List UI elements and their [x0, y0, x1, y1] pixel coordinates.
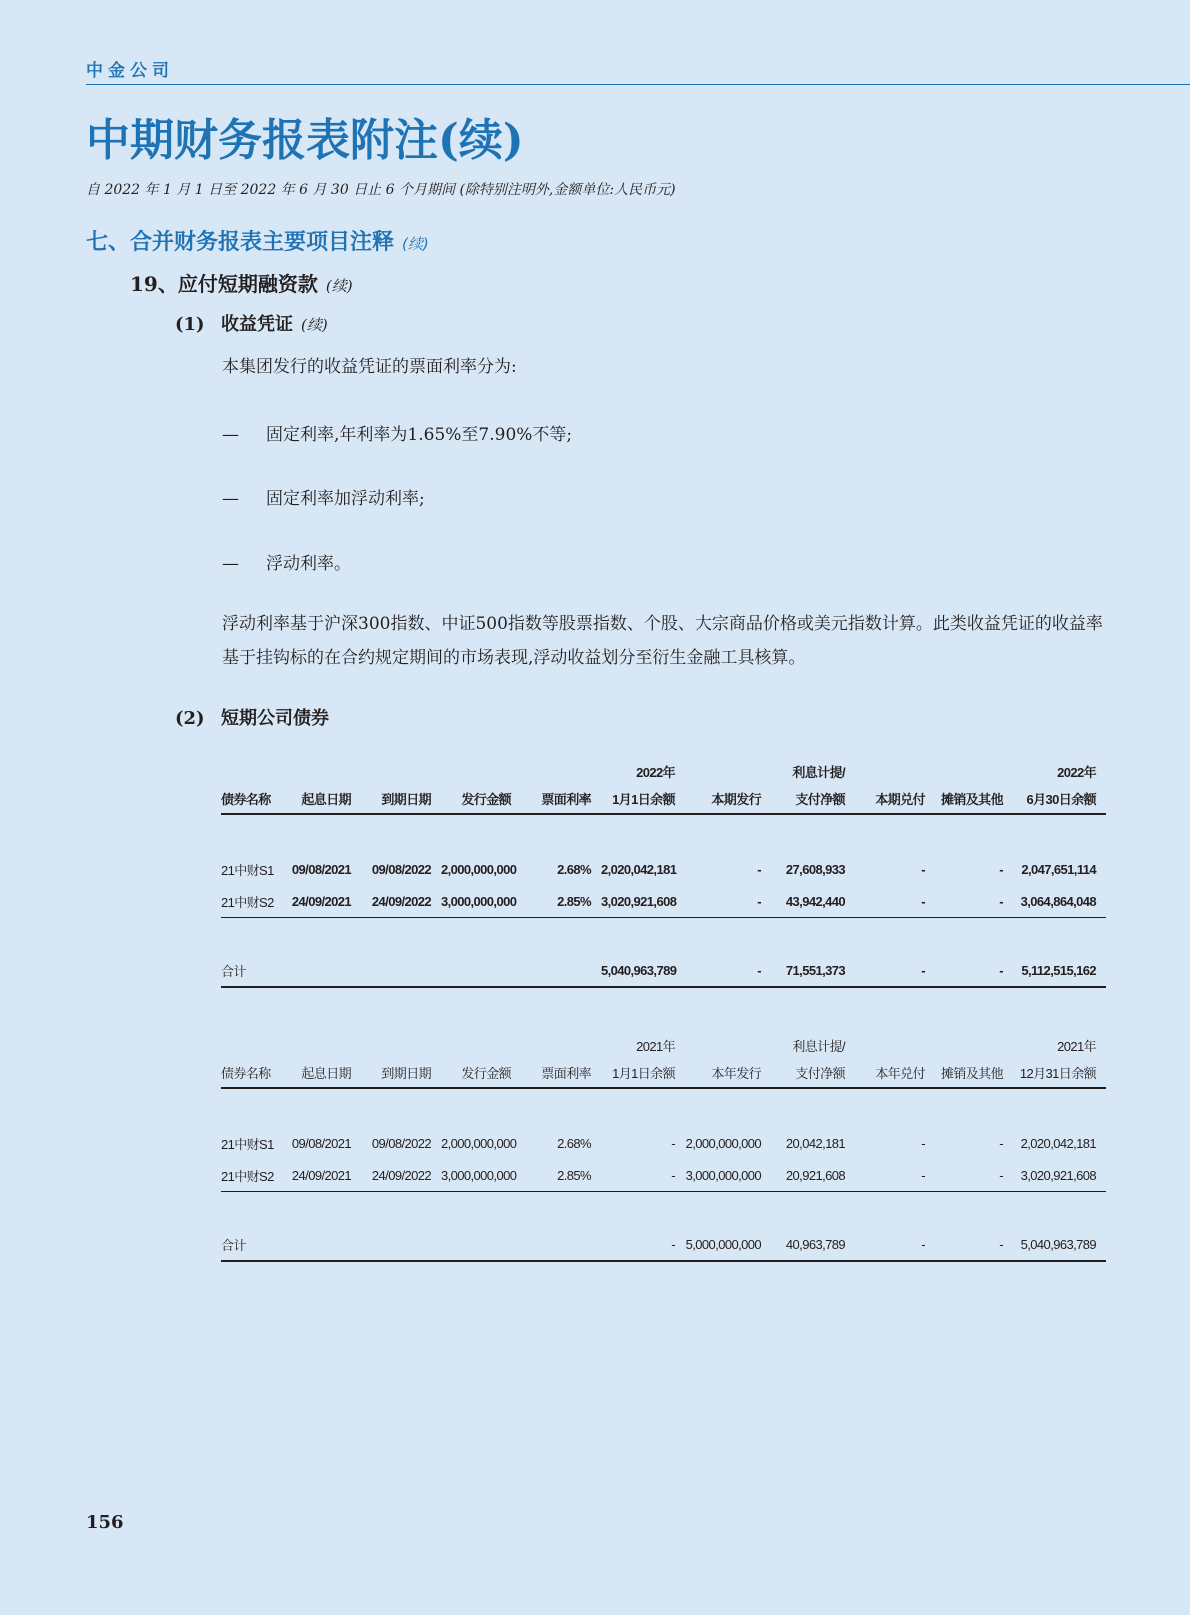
table-cell: 24/09/2022	[361, 885, 441, 918]
table-cell: 发行金额	[441, 1057, 521, 1088]
table-cell: 20,921,608	[771, 1159, 855, 1192]
table-cell: 债券名称	[221, 783, 289, 814]
table-cell	[935, 1088, 1013, 1127]
table-row	[221, 885, 1106, 918]
table-cell	[855, 918, 935, 955]
table-cell	[521, 1228, 601, 1261]
page-subtitle: 自 2022 年 1 月 1 日至 2022 年 6 月 30 日止 6 个月期间 (除特别注明外,金额单位:人民币元)	[86, 182, 676, 198]
table-cell: 5,040,963,789	[1013, 1228, 1106, 1261]
table-cell: 2,000,000,000	[685, 1135, 761, 1151]
page-number: 156	[86, 1512, 124, 1533]
table-cell	[441, 918, 521, 955]
table-header-row	[221, 751, 1106, 783]
bullet-text: 固定利率,年利率为1.65%至7.90%不等;	[266, 425, 573, 445]
table-cell: 2.85%	[521, 1159, 601, 1192]
table-cell: 3,000,000,000	[441, 1159, 521, 1192]
table-cell	[1013, 1088, 1106, 1127]
table-cell	[361, 1088, 441, 1127]
table-cell	[289, 954, 361, 987]
table-cell	[289, 751, 361, 783]
table-cell: -	[685, 954, 771, 987]
table-cell: 21中财S1	[221, 1136, 274, 1152]
table-cell	[521, 1025, 601, 1057]
table-cell	[441, 1088, 521, 1127]
table-cell: 到期日期	[361, 1057, 441, 1088]
section-continued: (续)	[402, 235, 429, 253]
table-cell: 2,047,651,114	[1021, 861, 1096, 877]
table-cell: 2,000,000,000	[441, 1135, 517, 1151]
table-cell	[601, 1088, 685, 1127]
bullet-text: 固定利率加浮动利率;	[266, 489, 425, 509]
table-cell: 3,000,000,000	[441, 885, 521, 918]
table-cell: 09/08/2021	[291, 861, 351, 877]
table-cell: 09/08/2022	[371, 1135, 431, 1151]
table-cell	[221, 1025, 289, 1057]
table-cell: 21中财S1	[221, 862, 274, 878]
table-header-row	[221, 1057, 1106, 1088]
table-cell	[685, 1088, 771, 1127]
table-cell: 27,608,933	[785, 861, 845, 877]
table-cell	[441, 1025, 521, 1057]
table-cell	[221, 751, 289, 783]
table-cell: 票面利率	[521, 783, 601, 814]
table-cell	[441, 1228, 521, 1261]
table-cell: 5,112,515,162	[1013, 954, 1106, 987]
item-1-number: (1)	[175, 314, 205, 335]
table-cell	[289, 918, 361, 955]
table-cell: 12月31日余额	[1013, 1057, 1106, 1088]
table-cell	[441, 954, 521, 987]
table-cell: -	[855, 885, 935, 918]
table-cell: 本年发行	[685, 1057, 771, 1088]
table-cell: 2,000,000,000	[441, 861, 517, 877]
table-cell	[601, 814, 685, 853]
page-title: 中期财务报表附注(续)	[86, 115, 524, 166]
table-cell: 5,040,963,789	[601, 954, 685, 987]
table-cell: -	[671, 1135, 675, 1151]
table-cell: 40,963,789	[771, 1228, 855, 1261]
table-cell: -	[685, 885, 771, 918]
table-cell	[289, 1088, 361, 1127]
table-cell: 2.68%	[557, 1135, 591, 1151]
table-cell	[361, 1025, 441, 1057]
table-cell: 2.68%	[557, 861, 591, 877]
table-cell: 43,942,440	[771, 885, 855, 918]
table-cell: 摊销及其他	[935, 1057, 1013, 1088]
table-cell	[771, 1192, 855, 1229]
table-cell	[855, 751, 935, 783]
table-cell	[935, 814, 1013, 853]
table-cell	[1013, 1192, 1106, 1229]
table-cell	[685, 814, 771, 853]
table-cell: -	[855, 954, 935, 987]
item-1-continued: (续)	[301, 316, 328, 334]
table-cell	[361, 954, 441, 987]
table-cell	[441, 751, 521, 783]
table-cell	[289, 814, 361, 853]
table-cell: 票面利率	[521, 1057, 601, 1088]
item-1-heading	[175, 310, 328, 336]
table-cell: -	[935, 1159, 1013, 1192]
bullet-dash: —	[222, 425, 239, 445]
table-cell: 2022年	[636, 765, 675, 780]
table-row	[221, 1127, 1106, 1159]
section-heading-text: 七、合并财务报表主要项目注释	[86, 230, 395, 255]
table-cell: 2021年	[636, 1039, 675, 1054]
table-cell: -	[935, 885, 1013, 918]
table-cell: 3,020,921,608	[601, 885, 685, 918]
table-cell	[1013, 814, 1106, 853]
sub-heading	[130, 268, 353, 297]
table-cell: 21中财S2	[221, 885, 289, 918]
table-cell	[601, 1192, 685, 1229]
table-cell	[935, 1025, 1013, 1057]
table-cell: -	[855, 1159, 935, 1192]
table-cell: 24/09/2021	[289, 1159, 361, 1192]
bond-table-2022	[221, 751, 1106, 988]
table-cell	[289, 1025, 361, 1057]
table-cell: 合计	[221, 954, 289, 987]
table-cell: 71,551,373	[771, 954, 855, 987]
table-spacer-row	[221, 1192, 1106, 1229]
table-cell	[855, 814, 935, 853]
table-cell: 2022年	[1057, 765, 1096, 780]
table-cell	[441, 814, 521, 853]
table-row	[221, 1159, 1106, 1192]
table-spacer-row	[221, 1088, 1106, 1127]
table-cell: -	[601, 1159, 685, 1192]
table-cell: -	[935, 1228, 1013, 1261]
table-cell: 起息日期	[289, 1057, 361, 1088]
table-cell: 支付净额	[771, 783, 855, 814]
table-cell	[521, 954, 601, 987]
table-cell: 债券名称	[221, 1057, 289, 1088]
table-cell: 20,042,181	[785, 1135, 845, 1151]
table-row	[221, 853, 1106, 885]
table-cell	[289, 1192, 361, 1229]
table-cell	[771, 918, 855, 955]
table-cell	[855, 1088, 935, 1127]
table-cell	[221, 814, 289, 853]
table-cell: -	[601, 1228, 685, 1261]
table-cell	[685, 918, 771, 955]
table-cell: 1月1日余额	[601, 783, 685, 814]
table-cell	[685, 1192, 771, 1229]
table-spacer-row	[221, 918, 1106, 955]
table-cell	[521, 1088, 601, 1127]
table-cell	[441, 1192, 521, 1229]
table-cell: -	[999, 861, 1003, 877]
table-cell: -	[855, 1228, 935, 1261]
table-header-row	[221, 783, 1106, 814]
table-cell	[521, 751, 601, 783]
table-cell	[361, 1192, 441, 1229]
table-cell: 3,000,000,000	[685, 1159, 771, 1192]
table-cell: 摊销及其他	[935, 783, 1013, 814]
table-cell: 5,000,000,000	[685, 1228, 771, 1261]
table-cell: 2,020,042,181	[1020, 1135, 1096, 1151]
table-cell: 3,020,921,608	[1013, 1159, 1106, 1192]
table-cell: -	[935, 954, 1013, 987]
table-cell: 支付净额	[771, 1057, 855, 1088]
item-1-title: 收益凭证	[221, 314, 293, 335]
table-cell: 起息日期	[289, 783, 361, 814]
table-cell	[771, 1088, 855, 1127]
bullet-item	[222, 484, 425, 509]
bullet-item	[222, 549, 351, 574]
table-cell	[1013, 918, 1106, 955]
table-cell: -	[757, 861, 761, 877]
sub-heading-continued: (续)	[325, 277, 353, 295]
table-cell: 21中财S2	[221, 1159, 289, 1192]
bullet-dash: —	[222, 554, 239, 574]
table-cell	[685, 751, 771, 783]
company-name: 中金公司	[86, 61, 174, 81]
item-2-number: (2)	[175, 708, 205, 729]
table-cell: 2021年	[1057, 1039, 1096, 1054]
table-cell: 本期兑付	[855, 783, 935, 814]
table-cell	[935, 751, 1013, 783]
table-cell: 2,020,042,181	[601, 861, 677, 877]
table-cell: -	[999, 1135, 1003, 1151]
table-cell	[935, 1192, 1013, 1229]
table-cell: 24/09/2021	[289, 885, 361, 918]
table-cell	[771, 814, 855, 853]
table-cell: 6月30日余额	[1013, 783, 1106, 814]
table-cell: 利息计提/	[792, 765, 845, 780]
sub-heading-text: 19、应付短期融资款	[130, 272, 318, 296]
table-cell: 本期发行	[685, 783, 771, 814]
table-cell: 到期日期	[361, 783, 441, 814]
header-divider	[86, 84, 1190, 85]
table-cell	[855, 1192, 935, 1229]
table-cell	[361, 1228, 441, 1261]
table-cell	[601, 918, 685, 955]
bullet-text: 浮动利率。	[266, 554, 351, 574]
section-heading	[86, 225, 429, 256]
bullet-item	[222, 420, 572, 445]
table-header-row	[221, 1025, 1106, 1057]
table-cell	[521, 1192, 601, 1229]
table-cell	[361, 918, 441, 955]
bullet-dash: —	[222, 489, 239, 509]
table-cell	[221, 918, 289, 955]
table-cell: 合计	[221, 1228, 289, 1261]
table-total-row	[221, 954, 1106, 987]
table-total-row	[221, 1228, 1106, 1261]
floating-rate-paragraph: 浮动利率基于沪深300指数、中证500指数等股票指数、个股、大宗商品价格或美元指数计算。此类收益凭证的收益率基于挂钩标的在合约规定期间的市场表现,浮动收益划分至衍生金融工具核算。	[222, 614, 1103, 668]
table-cell: -	[921, 1135, 925, 1151]
table-cell: 09/08/2021	[291, 1135, 351, 1151]
table-cell: 利息计提/	[792, 1039, 845, 1054]
item-2-heading	[175, 704, 329, 730]
table-cell: 3,064,864,048	[1013, 885, 1106, 918]
table-spacer-row	[221, 814, 1106, 853]
table-cell	[521, 814, 601, 853]
table-cell	[855, 1025, 935, 1057]
table-cell	[935, 918, 1013, 955]
table-cell: 24/09/2022	[361, 1159, 441, 1192]
table-cell	[289, 1228, 361, 1261]
table-cell: 2.85%	[521, 885, 601, 918]
table-cell: 本年兑付	[855, 1057, 935, 1088]
rate-intro-paragraph: 本集团发行的收益凭证的票面利率分为:	[222, 357, 517, 377]
table-cell	[361, 751, 441, 783]
table-cell	[361, 814, 441, 853]
table-cell: 发行金额	[441, 783, 521, 814]
table-cell	[685, 1025, 771, 1057]
item-2-title: 短期公司债券	[221, 708, 329, 729]
table-cell: 1月1日余额	[601, 1057, 685, 1088]
table-cell	[521, 918, 601, 955]
table-cell	[221, 1088, 289, 1127]
table-cell: 09/08/2022	[371, 861, 431, 877]
table-cell: -	[921, 861, 925, 877]
bond-table-2021	[221, 1025, 1106, 1262]
table-cell	[221, 1192, 289, 1229]
